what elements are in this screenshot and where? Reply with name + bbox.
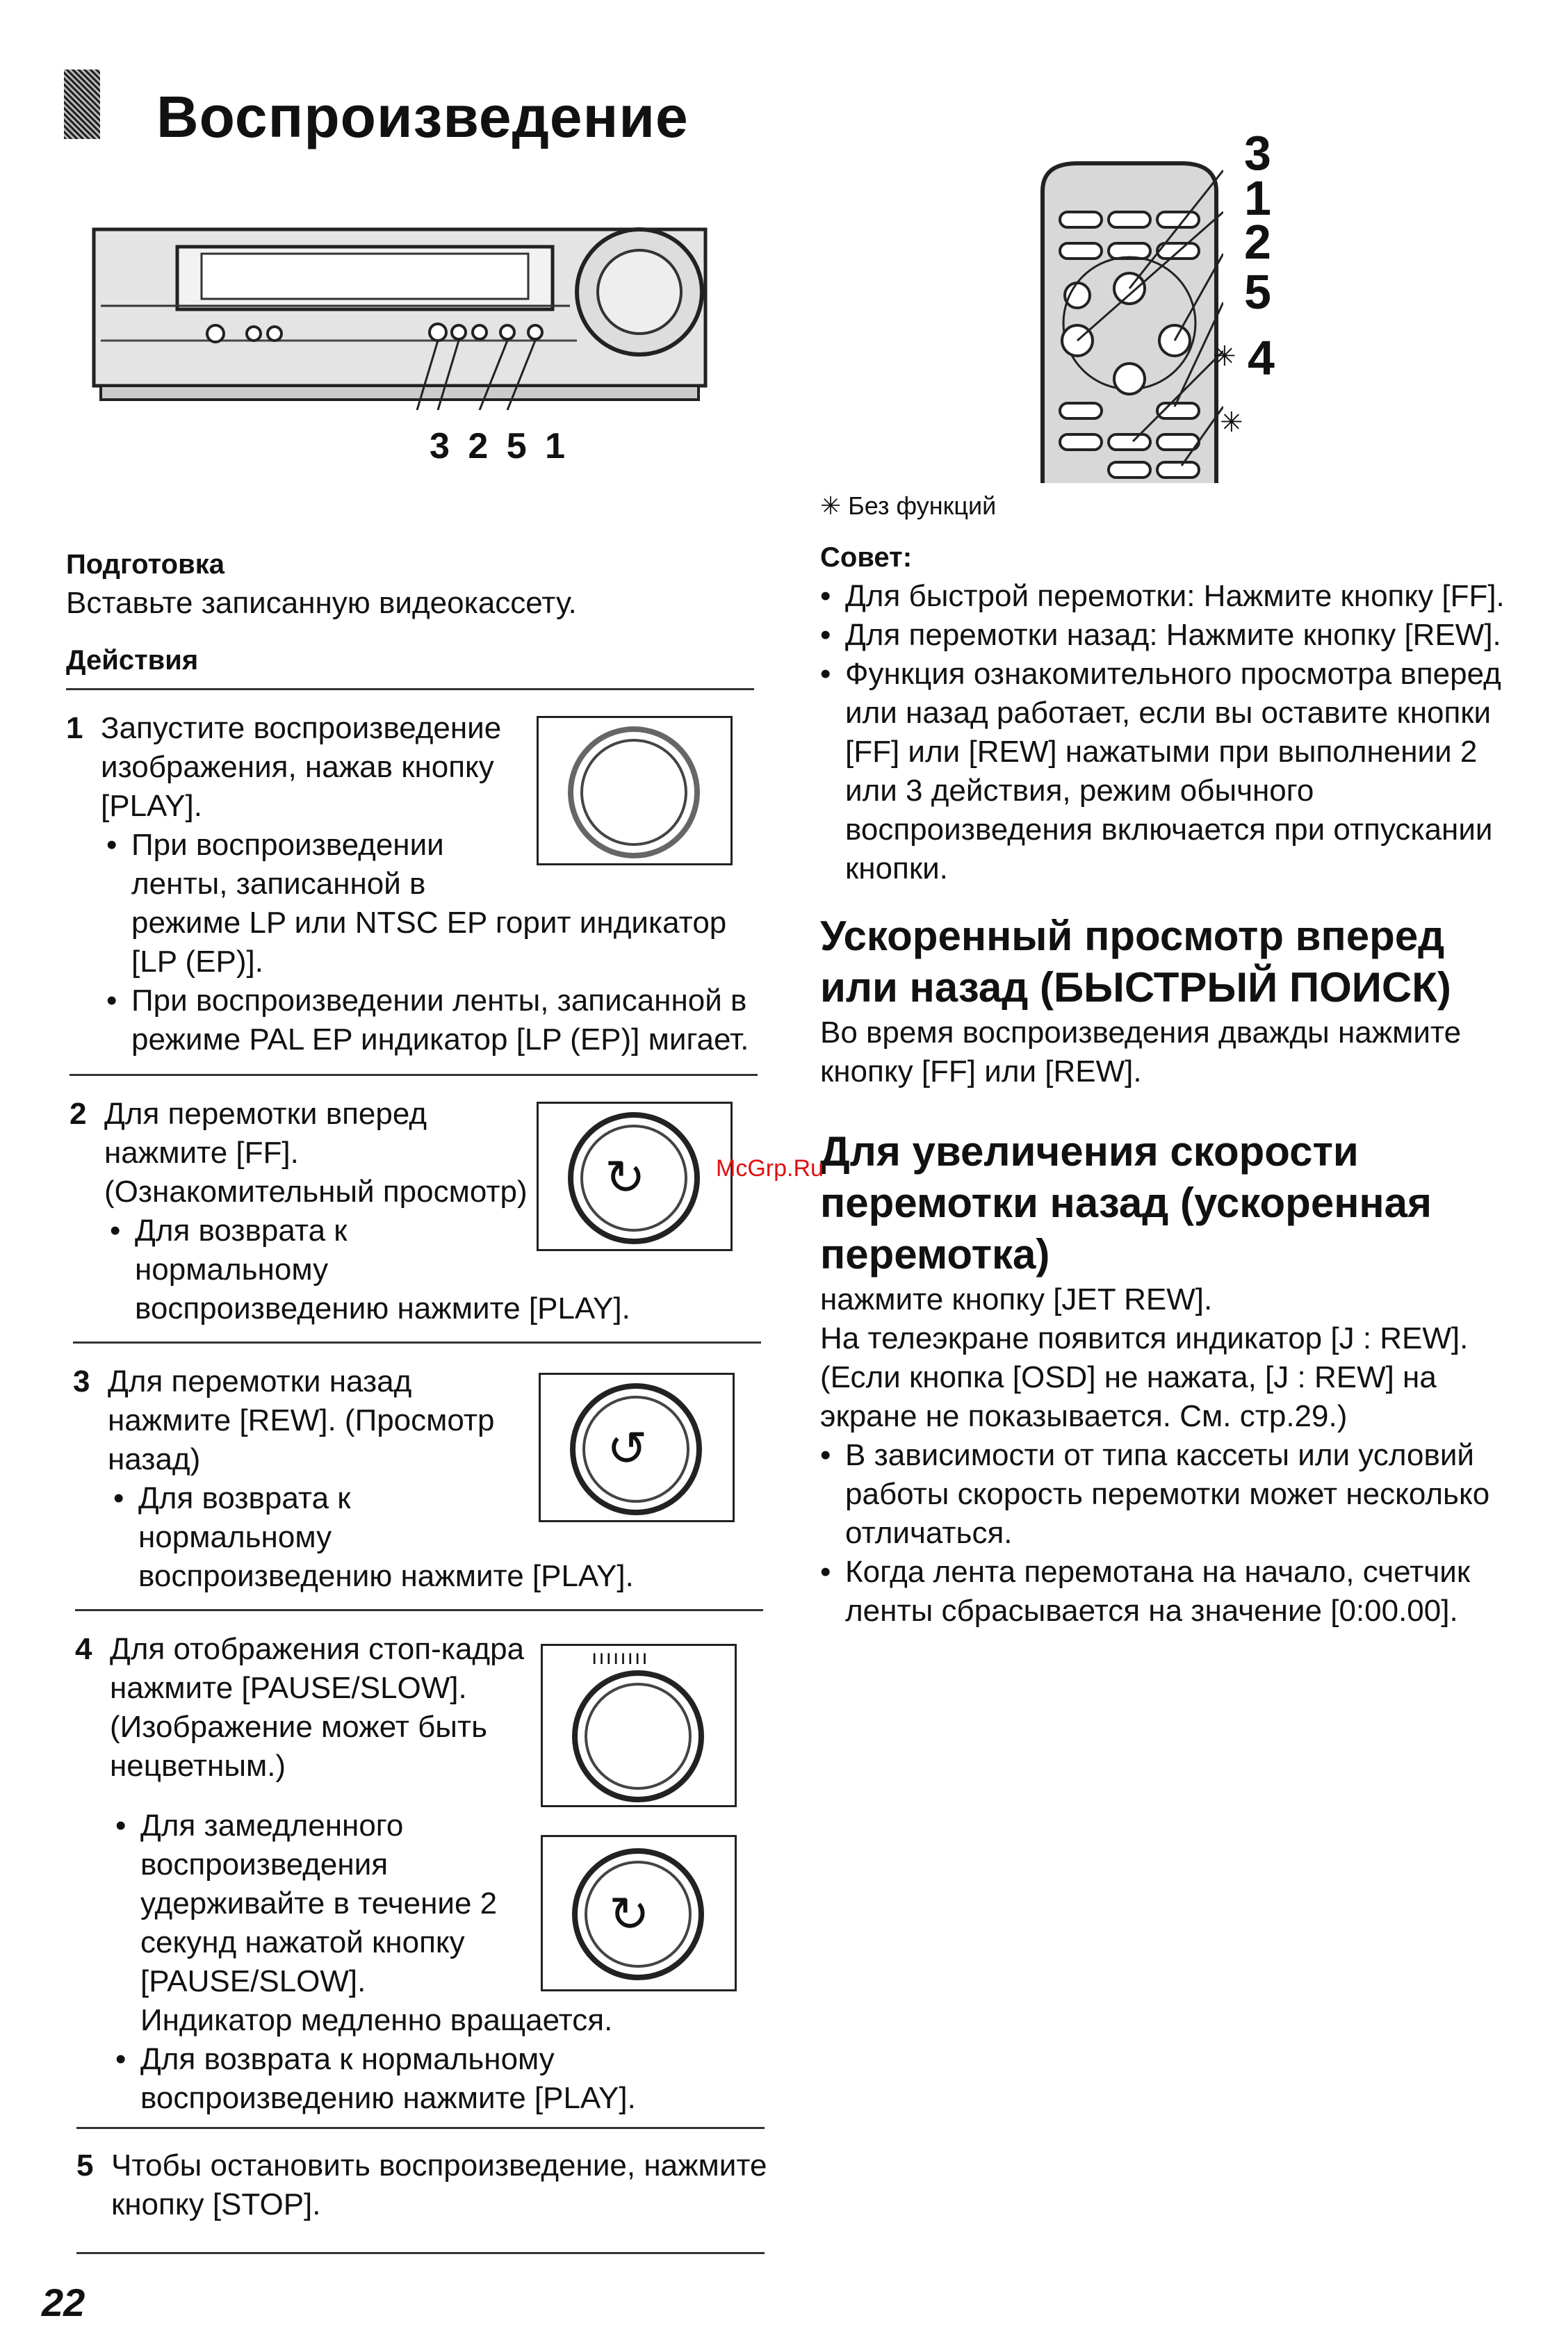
step-line: Запустите воспроизведение <box>101 711 502 745</box>
remote-callout-2: 2 <box>1244 215 1271 269</box>
rotate-arrow-icon: ↺ <box>607 1421 648 1476</box>
dial-inner <box>585 1683 692 1790</box>
tip-item: • Для быстрой перемотки: Нажмите кнопку [FF]. <box>820 577 1529 616</box>
indicator-rew-image <box>539 1373 735 1522</box>
vcr-illustration <box>90 222 716 410</box>
step-bullet: • Для возврата к нормальному воспроизведению нажмите [PLAY]. <box>113 1479 768 1596</box>
step-bullet: • Для замедленного воспроизведения удерживайте в течение 2 секунд нажатой кнопку [PAUSE/SLOW]. Индикатор медленно вращается. <box>115 1806 770 2040</box>
indicator-play-image <box>537 716 733 865</box>
step-line: Для перемотки вперед <box>104 1097 427 1131</box>
fast-search-heading: Ускоренный просмотр вперед или назад (БЫСТРЫЙ ПОИСК) <box>820 913 1451 1011</box>
page-number: 22 <box>42 2281 85 2324</box>
vcr-callout-numbers: 3 2 5 1 <box>430 426 570 466</box>
step-line: [PLAY]. <box>101 789 202 823</box>
step-line: нажмите [REW]. (Просмотр <box>108 1403 495 1437</box>
remote-callout-5: 5 <box>1244 265 1271 319</box>
rays-decoration: ıııııııı <box>591 1646 649 1669</box>
dial-inner <box>580 739 687 846</box>
divider <box>73 1341 761 1344</box>
remote-illustration <box>1036 156 1223 490</box>
step-line: нажмите [FF]. <box>104 1136 299 1170</box>
tip-list <box>820 577 1529 888</box>
divider <box>66 688 754 690</box>
step-line: Чтобы остановить воспроизведение, нажмите <box>111 2148 767 2183</box>
step-line: изображения, нажав кнопку <box>101 750 494 784</box>
fast-search-text: Во время воспроизведения дважды нажмите кнопку [FF] или [REW]. <box>820 1015 1462 1088</box>
step-bullet: • При воспроизведении ленты, записанной в режиме PAL EP индикатор [LP (EP)] мигает. <box>106 981 761 1059</box>
divider <box>76 2127 765 2129</box>
step-number: 5 <box>76 2148 94 2183</box>
preparation-text: Вставьте записанную видеокассету. <box>66 586 577 620</box>
step-number: 2 <box>70 1097 87 1131</box>
remote-callout-1: 1 <box>1244 171 1271 225</box>
divider <box>70 1074 758 1076</box>
remote-asterisk-1: ✳ <box>1213 341 1236 372</box>
title-marker <box>64 70 100 139</box>
watermark: McGrp.Ru <box>716 1155 824 1182</box>
rotate-arrow-icon: ↻ <box>605 1150 646 1205</box>
jet-rew-heading: Для увеличения скорости перемотки назад (ускоренная перемотка) <box>820 1128 1432 1278</box>
remote-callout-3: 3 <box>1244 126 1271 180</box>
tip-heading: Совет: <box>820 542 913 573</box>
step-line: нецветным.) <box>110 1749 286 1783</box>
step-line: назад) <box>108 1442 201 1476</box>
remote-note: ✳ Без функций <box>820 491 997 520</box>
remote-callout-4: 4 <box>1248 331 1275 385</box>
step-5 <box>76 2146 771 2224</box>
step-line: (Изображение может быть <box>110 1710 487 1744</box>
step-line: Для перемотки назад <box>108 1364 412 1398</box>
rotate-arrow-icon: ↻ <box>609 1887 650 1941</box>
step-number: 4 <box>75 1632 92 1666</box>
step-number: 1 <box>66 711 83 745</box>
step-bullet: • Для возврата к нормальному воспроизведению нажмите [PLAY]. <box>115 2040 770 2118</box>
step-bullet: • Для возврата к нормальному воспроизведению нажмите [PLAY]. <box>110 1212 765 1328</box>
indicator-slow-image <box>541 1835 737 1991</box>
step-bullet: • При воспроизведении ленты, записанной в режиме LP или NTSC EP горит индикатор [LP (EP)]. <box>106 826 761 981</box>
divider <box>75 1609 763 1611</box>
jet-rew-text: нажмите кнопку [JET REW]. На телеэкране появится индикатор [J : REW]. (Если кнопка [OSD] не нажата, [J : REW] на экране не показывается. См. стр.29.) • В зависимости от типа кассеты или условий работы скорость перемотки может несколько отличаться. • Когда лента перемотана на начало, счетчик ленты сбрасывается на значение [0:00.00]. <box>820 1280 1543 1631</box>
indicator-pause-image <box>541 1644 737 1807</box>
step-line: кнопку [STOP]. <box>111 2187 321 2221</box>
actions-heading: Действия <box>66 645 199 676</box>
jet-rew-item: • В зависимости от типа кассеты или условий работы скорость перемотки может несколько отличаться. <box>820 1436 1543 1553</box>
step-number: 3 <box>73 1364 90 1398</box>
page-title: Воспроизведение <box>156 84 689 149</box>
step-line: нажмите [PAUSE/SLOW]. <box>110 1671 467 1705</box>
remote-asterisk-2: ✳ <box>1220 407 1243 438</box>
indicator-ff-image <box>537 1102 733 1251</box>
tip-item: • Для перемотки назад: Нажмите кнопку [REW]. <box>820 616 1529 655</box>
step-line: Для отображения стоп-кадра <box>110 1632 525 1666</box>
tip-item: • Функция ознакомительного просмотра вперед или назад работает, если вы оставите кнопки [FF] или [REW] нажатыми при выполнении 2 или 3 действия, режим обычного воспроизведения включается при отпускании кнопки. <box>820 655 1529 888</box>
divider <box>76 2252 765 2254</box>
preparation-heading: Подготовка <box>66 549 224 580</box>
step-line: (Ознакомительный просмотр) <box>104 1175 528 1209</box>
jet-rew-item: • Когда лента перемотана на начало, счетчик ленты сбрасывается на значение [0:00.00]. <box>820 1553 1543 1631</box>
